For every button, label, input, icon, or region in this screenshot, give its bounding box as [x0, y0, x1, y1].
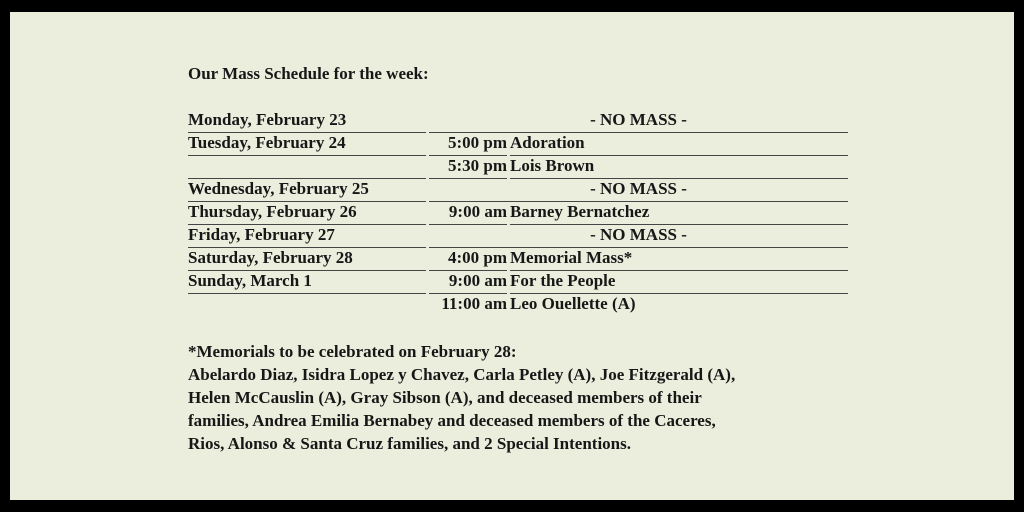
day-cell: Thursday, February 26 [188, 202, 426, 225]
table-row [188, 179, 848, 202]
table-row [188, 294, 848, 317]
day-cell: Tuesday, February 24 [188, 133, 426, 156]
intention-cell: Memorial Mass* [510, 248, 848, 271]
table-row [188, 133, 848, 156]
intention-cell: Barney Bernatchez [510, 202, 848, 225]
memorials-line: Rios, Alonso & Santa Cruz families, and 2 Special Intentions. [188, 434, 631, 453]
time-cell: 11:00 am [441, 294, 507, 313]
table-row [188, 202, 848, 225]
table-row [188, 248, 848, 271]
day-cell: Friday, February 27 [188, 225, 426, 248]
time-cell: 9:00 am [429, 202, 507, 225]
table-row [188, 156, 848, 179]
time-cell: 5:00 pm [429, 133, 507, 156]
bulletin-page [10, 12, 1014, 500]
day-cell: Wednesday, February 25 [188, 179, 426, 202]
mass-schedule-table [185, 110, 851, 317]
intention-cell: Adoration [510, 133, 848, 156]
no-mass-cell: - NO MASS - [429, 179, 848, 202]
day-cell: Saturday, February 28 [188, 248, 426, 271]
table-row [188, 225, 848, 248]
memorials-line: Abelardo Diaz, Isidra Lopez y Chavez, Carla Petley (A), Joe Fitzgerald (A), [188, 365, 736, 384]
intention-cell: Lois Brown [510, 156, 848, 179]
table-row [188, 271, 848, 294]
time-cell: 5:30 pm [429, 156, 507, 179]
no-mass-cell: - NO MASS - [429, 225, 848, 248]
day-cell [188, 294, 426, 317]
memorials-line: families, Andrea Emilia Bernabey and deceased members of the Caceres, [188, 411, 716, 430]
day-cell [188, 156, 426, 179]
day-cell: Monday, February 23 [188, 110, 426, 133]
table-row [188, 110, 848, 133]
time-cell: 4:00 pm [429, 248, 507, 271]
intention-cell: For the People [510, 271, 848, 294]
memorials-heading: *Memorials to be celebrated on February 28: [188, 342, 517, 361]
memorials-note [188, 340, 1014, 455]
intention-cell: Leo Ouellette (A) [510, 294, 636, 313]
page-title: Our Mass Schedule for the week: [188, 64, 429, 83]
time-cell: 9:00 am [429, 271, 507, 294]
no-mass-cell: - NO MASS - [429, 110, 848, 133]
bulletin-content [10, 12, 1014, 455]
memorials-line: Helen McCauslin (A), Gray Sibson (A), and deceased members of their [188, 388, 702, 407]
day-cell: Sunday, March 1 [188, 271, 426, 294]
